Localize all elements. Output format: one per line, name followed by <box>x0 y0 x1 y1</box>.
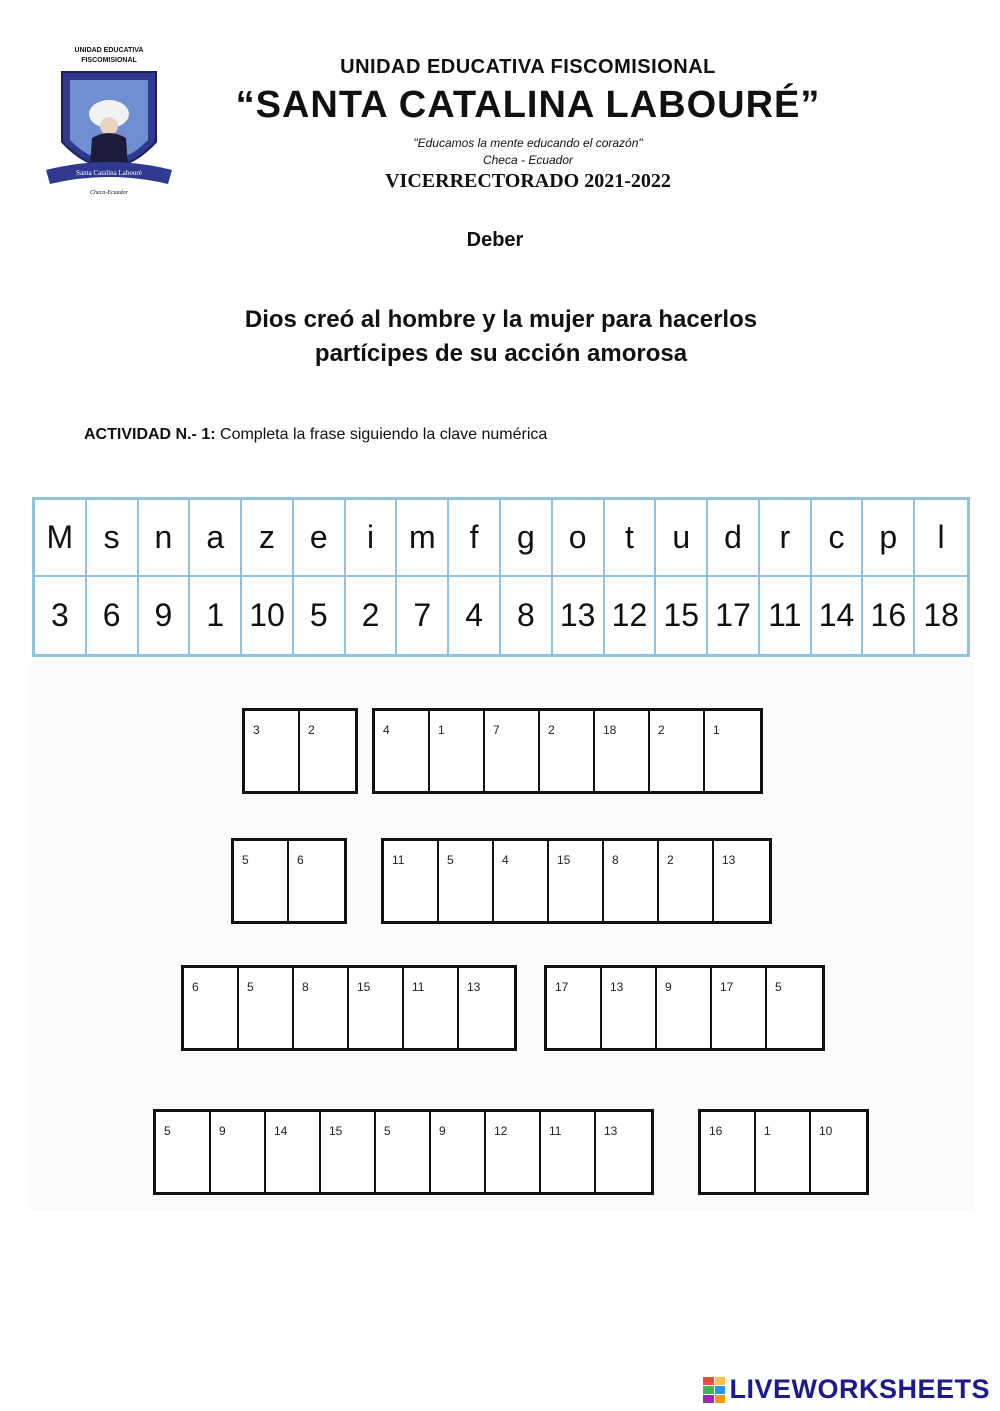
clue-number: 15 <box>357 980 371 994</box>
answer-word <box>544 965 825 1051</box>
clue-number: 13 <box>467 980 481 994</box>
clue-number: 6 <box>192 980 199 994</box>
answer-letter-box[interactable] <box>767 968 822 1048</box>
clue-number: 11 <box>392 853 405 867</box>
answer-letter-box[interactable] <box>701 1112 756 1192</box>
answer-word <box>231 838 347 924</box>
clue-number: 3 <box>253 723 260 737</box>
key-number-cell: 9 <box>139 577 191 654</box>
clue-number: 11 <box>549 1124 562 1138</box>
key-number-cell: 11 <box>760 577 812 654</box>
answer-letter-box[interactable] <box>657 968 712 1048</box>
answer-letter-box[interactable] <box>289 841 344 921</box>
answer-letter-box[interactable] <box>547 968 602 1048</box>
clue-number: 14 <box>274 1124 288 1138</box>
clue-number: 1 <box>713 723 720 737</box>
answer-letter-box[interactable] <box>404 968 459 1048</box>
answer-letter-box[interactable] <box>604 841 659 921</box>
clue-number: 6 <box>297 853 304 867</box>
answer-letter-box[interactable] <box>245 711 300 791</box>
key-number-cell: 8 <box>501 577 553 654</box>
document-label: Deber <box>466 229 524 251</box>
answer-letter-box[interactable] <box>211 1112 266 1192</box>
office-title: VICERRECTORADO 2021-2022 <box>385 170 671 192</box>
answer-letter-box[interactable] <box>485 711 540 791</box>
answer-letter-box[interactable] <box>376 1112 431 1192</box>
clue-number: 1 <box>764 1124 771 1138</box>
clue-number: 5 <box>447 853 454 867</box>
answer-word <box>181 965 517 1051</box>
answer-letter-box[interactable] <box>184 968 239 1048</box>
answer-word <box>698 1109 869 1195</box>
key-number-cell: 12 <box>605 577 657 654</box>
key-number-cell: 15 <box>656 577 708 654</box>
answer-letter-box[interactable] <box>321 1112 376 1192</box>
clue-number: 9 <box>439 1124 446 1138</box>
key-letter-cell: l <box>915 500 967 577</box>
key-number-cell: 2 <box>346 577 398 654</box>
key-letter-cell: z <box>242 500 294 577</box>
answer-letter-box[interactable] <box>712 968 767 1048</box>
answer-letter-box[interactable] <box>431 1112 486 1192</box>
brand-name: LIVEWORKSHEETS <box>729 1374 990 1404</box>
answer-letter-box[interactable] <box>156 1112 211 1192</box>
clue-number: 18 <box>603 723 617 737</box>
answer-letter-box[interactable] <box>349 968 404 1048</box>
answer-letter-box[interactable] <box>714 841 769 921</box>
key-number-cell: 7 <box>397 577 449 654</box>
clue-number: 13 <box>610 980 624 994</box>
key-number-cell: 3 <box>35 577 87 654</box>
school-type: UNIDAD EDUCATIVA FISCOMISIONAL <box>340 56 716 78</box>
number-key-table <box>32 497 970 657</box>
key-number-cell: 14 <box>812 577 864 654</box>
key-letter-cell: u <box>656 500 708 577</box>
key-number-cell: 16 <box>863 577 915 654</box>
svg-text:Santa Catalina Labouré: Santa Catalina Labouré <box>76 169 142 177</box>
answer-word <box>242 708 358 794</box>
activity-text: Completa la frase siguiendo la clave numérica <box>220 426 548 443</box>
answer-letter-box[interactable] <box>659 841 714 921</box>
clue-number: 5 <box>164 1124 171 1138</box>
answer-letter-box[interactable] <box>439 841 494 921</box>
key-number-cell: 13 <box>553 577 605 654</box>
activity-instruction <box>84 426 547 444</box>
clue-number: 5 <box>242 853 249 867</box>
key-letter-cell: t <box>605 500 657 577</box>
clue-number: 17 <box>720 980 734 994</box>
activity-label: ACTIVIDAD N.- 1: <box>84 426 216 443</box>
clue-number: 13 <box>722 853 736 867</box>
clue-number: 8 <box>612 853 619 867</box>
key-letter-cell: e <box>294 500 346 577</box>
svg-text:UNIDAD EDUCATIVA: UNIDAD EDUCATIVA <box>74 47 144 54</box>
svg-text:FISCOMISIONAL: FISCOMISIONAL <box>81 57 137 64</box>
answer-letter-box[interactable] <box>756 1112 811 1192</box>
clue-number: 5 <box>775 980 782 994</box>
key-number-cell: 5 <box>294 577 346 654</box>
key-letter-cell: s <box>87 500 139 577</box>
key-letter-cell: n <box>139 500 191 577</box>
clue-number: 15 <box>557 853 571 867</box>
document-title-line2: partícipes de su acción amorosa <box>314 340 688 367</box>
clue-number: 8 <box>302 980 309 994</box>
answer-letter-box[interactable] <box>300 711 355 791</box>
clue-number: 7 <box>493 723 500 737</box>
clue-number: 2 <box>658 723 665 737</box>
key-number-cell: 1 <box>190 577 242 654</box>
key-number-cell: 18 <box>923 597 959 633</box>
key-letter-cell: a <box>190 500 242 577</box>
clue-number: 5 <box>384 1124 391 1138</box>
liveworksheets-logo-icon <box>703 1377 725 1403</box>
answer-letter-box[interactable] <box>375 711 430 791</box>
clue-number: 2 <box>308 723 315 737</box>
key-letter-cell: m <box>397 500 449 577</box>
answer-letter-box[interactable] <box>486 1112 541 1192</box>
key-number-cell: 4 <box>449 577 501 654</box>
answer-letter-box[interactable] <box>596 1112 651 1192</box>
document-title-line1: Dios creó al hombre y la mujer para hacerlos <box>244 306 758 333</box>
answer-letter-box[interactable] <box>430 711 485 791</box>
key-letter-cell: i <box>346 500 398 577</box>
answer-letter-box[interactable] <box>602 968 657 1048</box>
answer-letter-box[interactable] <box>459 968 514 1048</box>
answer-letter-box[interactable] <box>234 841 289 921</box>
answer-letter-box[interactable] <box>540 711 595 791</box>
clue-number: 11 <box>412 980 425 994</box>
clue-number: 12 <box>494 1124 508 1138</box>
answer-letter-box[interactable] <box>650 711 705 791</box>
answer-letter-box[interactable] <box>384 841 439 921</box>
answer-letter-box[interactable] <box>494 841 549 921</box>
answer-letter-box[interactable] <box>549 841 604 921</box>
liveworksheets-brand <box>703 1374 990 1405</box>
clue-number: 9 <box>665 980 672 994</box>
clue-number: 10 <box>819 1124 833 1138</box>
school-name: “SANTA CATALINA LABOURÉ” <box>235 84 821 126</box>
school-motto: "Educamos la mente educando el corazón" <box>413 136 643 150</box>
clue-number: 17 <box>555 980 569 994</box>
answer-letter-box[interactable] <box>239 968 294 1048</box>
key-letter-cell: p <box>863 500 915 577</box>
clue-number: 9 <box>219 1124 226 1138</box>
clue-number: 13 <box>604 1124 618 1138</box>
answer-word <box>153 1109 654 1195</box>
clue-number: 16 <box>709 1124 723 1138</box>
clue-number: 5 <box>247 980 254 994</box>
answer-letter-box[interactable] <box>811 1112 866 1192</box>
svg-text:Checa-Ecuador: Checa-Ecuador <box>90 190 128 196</box>
key-number-cell: 17 <box>708 577 760 654</box>
clue-number: 4 <box>502 853 509 867</box>
key-number-cell: 6 <box>87 577 139 654</box>
answer-letter-box[interactable] <box>595 711 650 791</box>
clue-number: 1 <box>438 723 445 737</box>
key-letter-cell: o <box>553 500 605 577</box>
clue-number: 15 <box>329 1124 343 1138</box>
school-place: Checa - Ecuador <box>482 153 574 167</box>
answer-letter-box[interactable] <box>541 1112 596 1192</box>
key-letter-cell: f <box>449 500 501 577</box>
key-letter-cell: g <box>501 500 553 577</box>
clue-number: 2 <box>548 723 555 737</box>
clue-number: 2 <box>667 853 674 867</box>
answer-letter-box[interactable] <box>294 968 349 1048</box>
key-letter-cell: c <box>812 500 864 577</box>
answer-letter-box[interactable] <box>705 711 760 791</box>
key-letter-cell: M <box>35 500 87 577</box>
key-letter-cell: d <box>708 500 760 577</box>
answer-word <box>372 708 763 794</box>
key-number-cell: 10 <box>242 577 294 654</box>
answer-letter-box[interactable] <box>266 1112 321 1192</box>
clue-number: 4 <box>383 723 390 737</box>
key-letter-cell: r <box>760 500 812 577</box>
answer-word <box>381 838 772 924</box>
